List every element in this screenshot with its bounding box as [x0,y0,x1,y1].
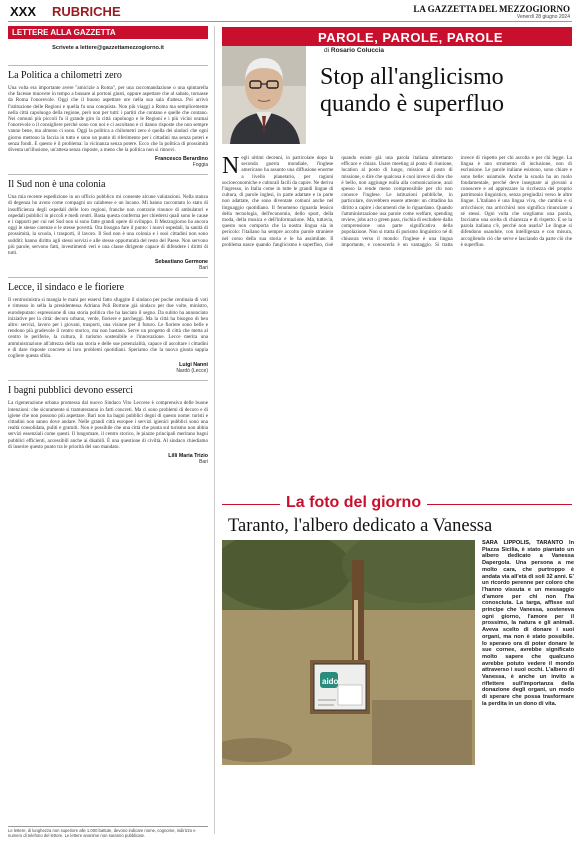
author-name: Rosario Coluccia [330,47,384,54]
author-portrait [222,46,306,144]
photo-caption [482,540,574,708]
photo-of-the-day-band [222,494,572,514]
letter-city: Bari [199,458,208,465]
issue-date: Venerdì 28 giugno 2024 [516,14,570,20]
drop-cap: N [222,153,240,179]
letters-section-band: LETTERE ALLA GAZZETTA [8,26,208,39]
column-divider [214,26,215,834]
column-title: PAROLE, PAROLE, PAROLE [318,30,504,45]
letter-title: Il Sud non è una colonia [8,174,208,190]
letter-signature: Luigi Nanni [179,362,208,369]
letter-body: Il centrosinistra si mangia le mani per essersi fatto sfuggire il sindaco per poche centinaia di voti e rimesso in sella la presidentessa Adriana Poli Bortone già sindaco per due volte, ministro, eurodeputato: espressione di una storia politica che ha lasciato il segno. Da subito ha annunciato iniziative per la città: decoro urbano, verde, fioriere e parcheggi. Ma la città ha bisogno di ben altro: servizi, lavoro per i giovani, trasporti, una visione per il futuro. Le fioriere sono belle e rendono più gradevole il centro storico, ma non bastano. Serve un progetto di città che metta al centro le periferie, la cultura, il turismo sostenibile e l'innovazione. Lecce merita una amministrazione all'altezza della sua storia e delle sue potenzialità, capace di ascoltare i cittadini e di dare risposte concrete ai loro problemi quotidiani. Speriamo che la nuova giunta sappia cogliere questa sfida. [8,297,208,360]
tree-photo-drawing [222,540,475,765]
letters-email-link[interactable]: lettere@gazzettamezzogiorno.it [80,45,164,51]
photo-headline: Taranto, l'albero dedicato a Vanessa [228,516,493,536]
letter-city: Bari [199,265,208,272]
article-body [222,155,572,490]
letter-body: La rigenerazione urbana promessa dal nuovo Sindaco Vito Leccese è comprensiva delle buone intenzioni: che sicuramente si tramuteranno in fatti concreti. Ma ci sono problemi di decoro e di igiene che non possono più aspettare. Bari non ha bagni pubblici degni di questo nome: turisti e cittadini non sanno dove andare. Nelle grandi città europee i servizi igienici pubblici sono una realtà consolidata, puliti e gratuiti. Non è possibile che una città che punta sul turismo non abbia servizi essenziali come questi. Il lungomare, il centro storico, le piazze principali meritano bagni pubblici efficienti, accessibili anche ai disabili. È una questione di civiltà. Al sindaco chiediamo di inserire questo punto tra le priorità del suo mandato. [8,400,208,450]
write-to-us-label: Scrivete a [52,45,79,51]
letter-title: La Politica a chilometri zero [8,65,208,81]
section-name: RUBRICHE [52,4,121,19]
letter-city: Foggia [192,162,208,169]
letter-body: Una volta era importante avere "amicizie a Roma", per una raccomandazione o una spintarella che facesse muovere in tempo a bussare ai portoni giusti, oppure aspettare che al sabato, tornasse da Roma l'onorevole. Oggi che il buono aspettare ore nella sua sala d'attesa. Poi arrivò l'istituzione delle Regioni e quella fu una conquista. Non più viaggi a Roma ma semplicemente nella città capoluogo della regione, però non per tutti: i partiti che contano e quelle che contano. Nei comuni più piccoli fu il grande giro la città capoluogo e le Regioni e i più vicini oramai l'onorevole o il consigliere perché sono con noi e ci ascoltano e ci danno risposte che non sempre vanno bene, ma almeno ci sono. Oggi la politica a chilometri zero è quella dei sindaci che ogni giorno mettono la faccia in tutto e sono un punto di riferimento per i cittadini ma senza poteri e senza fondi. E questo è il problema: la vicinanza senza potere. Ecco che la politica di prossimità diventa un'illusione, un'attesa senza risposte, a meno che la politica non si rinnovi. [8,85,208,154]
letter-signature: Lilli Maria Trizio [168,452,208,459]
article-text: egli ultimi decenni, in particolare dopo la seconda guerra mondiale, l'inglese americano ha assunto una diffusione enorme a livello planetario, per ragioni socioeconomiche e culturali facili da capire. Ne deriva l'ingresso, in Italia come in tutte le grandi lingue di cultura, di parole inglesi, in parte adattate e in parte non adattate, che sono diventate comuni anche nel linguaggio quotidiano. Il fenomeno riguarda lessico della tecnologia, dell'economia, dello sport, della moda, della musica e dell'informazione. Ma, tuttavia, questo non comporta che la nostra lingua sia in pericolo: l'italiano ha sempre accolto parole straniere nel corso della sua storia e le ha assimilate. Il problema nasce quando l'anglicismo è superfluo, cioè quando esiste già una parola italiana altrettanto efficace e chiara. Usare meeting al posto di riunione, location al posto di luogo, mission al posto di missione, o dire che qualcosa è cool invece di dire che è bello, non aggiunge nulla alla comunicazione, anzi spesso la rende meno comprensibile per chi non conosce l'inglese. Le istituzioni pubbliche, in particolare, dovrebbero essere attente: un cittadino ha diritto a capire i documenti che lo riguardano. Quando l'amministrazione usa parole come welfare, spending review, jobs act o green pass, rischia di escludere dalla comprensione una parte significativa della popolazione. Non si tratta di purismo linguistico né di chiusura verso il mondo: l'inglese è una lingua importante, e conoscerla è un vantaggio. Si tratta invece di rispetto per chi ascolta e per chi legge. La lingua è uno strumento di inclusione, non di esclusione. Le parole italiane esistono, sono chiare e sono belle: usiamole. Anche la scuola ha un ruolo fondamentale, perché deve insegnare ai giovani a conoscere e ad apprezzare la ricchezza del proprio patrimonio linguistico, senza pregiudizi verso le altre lingue. L'italiano è una lingua viva, che cambia e si arricchisce; ma arricchirsi non significa rinunciare a sé stessi. Ogni volta che scegliamo una parola, facciamo una scelta di chiarezza e di rispetto. E se la parola italiana c'è, perché non usarla? Le lingue si difendono usandole, con intelligenza e con misura, accogliendo ciò che serve e lasciando da parte ciò che è superfluo. [222,155,572,248]
letters-column [8,26,208,826]
letter-city: Nardò (Lecce) [176,368,208,375]
page-number: XXX [10,4,37,19]
main-headline: Stop all'anglicismo quando è superfluo [320,64,504,117]
letter-item [8,277,208,374]
caption-text: In Piazza Sicilia, è stato piantato un albero dedicato a Vanessa Dapergola. Una persona a me molto cara, che purtroppo è andata via all'età di soli 32 anni. E' un ricordo perenne per coloro che l'hanno vissuta e un messaggio d'amore per chi non l'ha conosciuta. La targa, affisse sul principe che Vanessa, sosteneva ogni giorno, l'amore per il prossimo, la natura e gli animali. Aveva scelto di donare i suoi organi, ma non è stato possibile. Io speravo ora di poter donare le sue cornee, avrebbe significato molto sapere che qualcuno avrebbe potuto vedere il mondo attraverso i suoi occhi. L'albero di Vanessa, è anche un invito a riflettere sull'importanza della donazione degli organi, un modo di sperare che possa trasformare la perdita in un dono di vita. [482,540,574,707]
newspaper-name: LA GAZZETTA DEL MEZZOGIORNO [413,4,570,14]
letter-item [8,380,208,465]
author-portrait-drawing [222,46,306,144]
letter-item [8,174,208,271]
letter-item [8,65,208,168]
byline-prefix: di [324,47,330,54]
letter-signature: Sebastiano Germone [155,259,208,266]
letters-footnote: Le lettere, di lunghezza non superiore alle 1.000 battute, devono indicare nome, cognome, indirizzo e numero di telefono del lettore. Le lettere anonime non saranno pubblicate. [8,826,208,838]
letter-body: Una mia recente espedizione in un ufficio pubblico mi consente alcune valutazioni. Nella stanza di degenza ho avuto come compagni un calabrese e un lucano. Mi hanno raccontato lo stato di insufficienza degli ospedali delle loro regioni, franche non contrarie rinunce di ambulatori e ospedali pubblici in piccoli e medi centri. Basta questa conferma per chiedersi quali sono le cause e i rapporti per cui nel Sud non si sono fatte grandi opere di sviluppo. Il Mezzogiorno ha ancora oggi le stesse carenze e le stesse povertà. Ora bisogna fare il punto: i nuovi ospedali, la sanità di prossimità, la scuola, i trasporti, il lavoro. Il Sud non è una colonia e i suoi cittadini non sono sudditi: hanno diritto agli stessi servizi e alle stesse opportunità del resto del Paese. Non servono più parole, servono fatti, investimenti veri e una classe dirigente capace di difendere i diritti di tutti. [8,194,208,257]
byline [324,47,384,54]
aido-sign-text: aido [322,677,339,686]
tree-photo [222,540,475,765]
masthead [8,4,572,22]
caption-author-place: SARA LIPPOLIS, TARANTO [482,540,564,546]
letter-title: Lecce, il sindaco e le fioriere [8,277,208,293]
letter-title: I bagni pubblici devono esserci [8,380,208,396]
photo-of-the-day-title: La foto del giorno [280,494,427,512]
write-to-us [8,45,208,51]
letter-signature: Francesco Berardino [155,156,208,163]
